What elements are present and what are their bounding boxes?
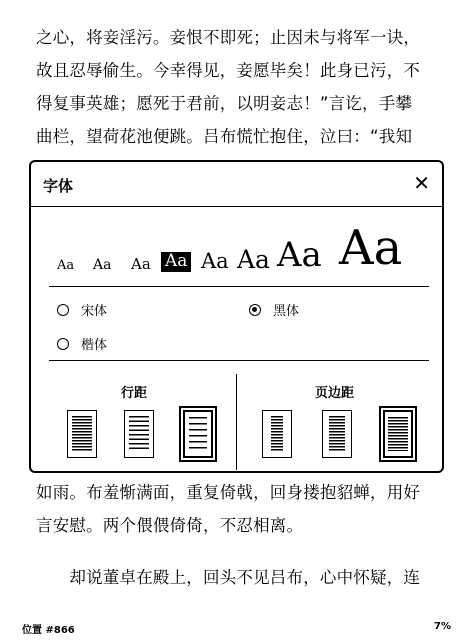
book-text-line: 故且忍辱偷生。今幸得见，妾愿毕矣！此身已污，不 <box>36 61 421 80</box>
line-spacing-small[interactable] <box>67 410 97 458</box>
font-size-option-7[interactable]: Aa <box>277 235 322 275</box>
book-text-line: 却说董卓在殿上，回头不见吕布，心中怀疑，连 <box>36 568 421 587</box>
location-indicator: 位置 #866 <box>22 625 75 636</box>
font-size-option-6[interactable]: Aa <box>237 245 270 274</box>
margin-narrow-icon <box>388 417 408 451</box>
font-size-option-3[interactable]: Aa <box>131 255 151 273</box>
font-option-songti[interactable]: 宋体 <box>57 300 107 319</box>
book-text-line: 曲栏，望荷花池便跳。吕布慌忙抱住，泣曰：“我知 <box>36 127 413 146</box>
font-size-option-4[interactable]: Aa <box>161 252 191 272</box>
divider <box>49 360 429 361</box>
line-spacing-medium-icon <box>129 416 149 452</box>
font-option-heiti[interactable]: 黑体 <box>249 300 299 319</box>
close-icon[interactable]: ✕ <box>413 171 430 195</box>
margin-medium[interactable] <box>322 410 352 458</box>
line-spacing-title: 行距 <box>121 386 148 401</box>
line-spacing-large[interactable] <box>183 410 213 458</box>
book-text-line: 之心，将妾淫污。妾恨不即死；止因未与将军一诀， <box>36 28 421 47</box>
progress-percent: 7% <box>434 621 451 632</box>
dialog-title: 字体 <box>43 177 74 195</box>
section-divider <box>236 374 237 470</box>
margin-medium-icon <box>329 416 345 452</box>
radio-icon <box>57 338 69 350</box>
divider <box>49 286 429 287</box>
margin-narrow[interactable] <box>383 410 413 458</box>
book-text-line: 得复事英雄；愿死于君前，以明妾志！”言讫，手攀 <box>36 94 413 113</box>
radio-selected-icon <box>249 304 261 316</box>
line-spacing-small-icon <box>72 416 92 452</box>
font-settings-dialog <box>29 160 444 473</box>
margin-wide-icon <box>271 416 283 452</box>
font-size-option-2[interactable]: Aa <box>93 257 112 273</box>
line-spacing-large-icon <box>189 417 207 451</box>
title-divider <box>31 206 442 207</box>
radio-icon <box>57 304 69 316</box>
book-text-line: 如雨。布羞惭满面，重复倚戟，回身搂抱貂蝉，用好 <box>36 483 421 502</box>
line-spacing-medium[interactable] <box>124 410 154 458</box>
margin-wide[interactable] <box>262 410 292 458</box>
font-size-option-1[interactable]: Aa <box>57 258 75 273</box>
font-size-option-5[interactable]: Aa <box>201 249 229 273</box>
margins-title: 页边距 <box>315 386 355 401</box>
font-option-kaiti[interactable]: 楷体 <box>57 334 107 353</box>
book-text-line: 言安慰。两个偎偎倚倚，不忍相离。 <box>36 516 304 535</box>
font-size-option-8[interactable]: Aa <box>339 220 403 276</box>
